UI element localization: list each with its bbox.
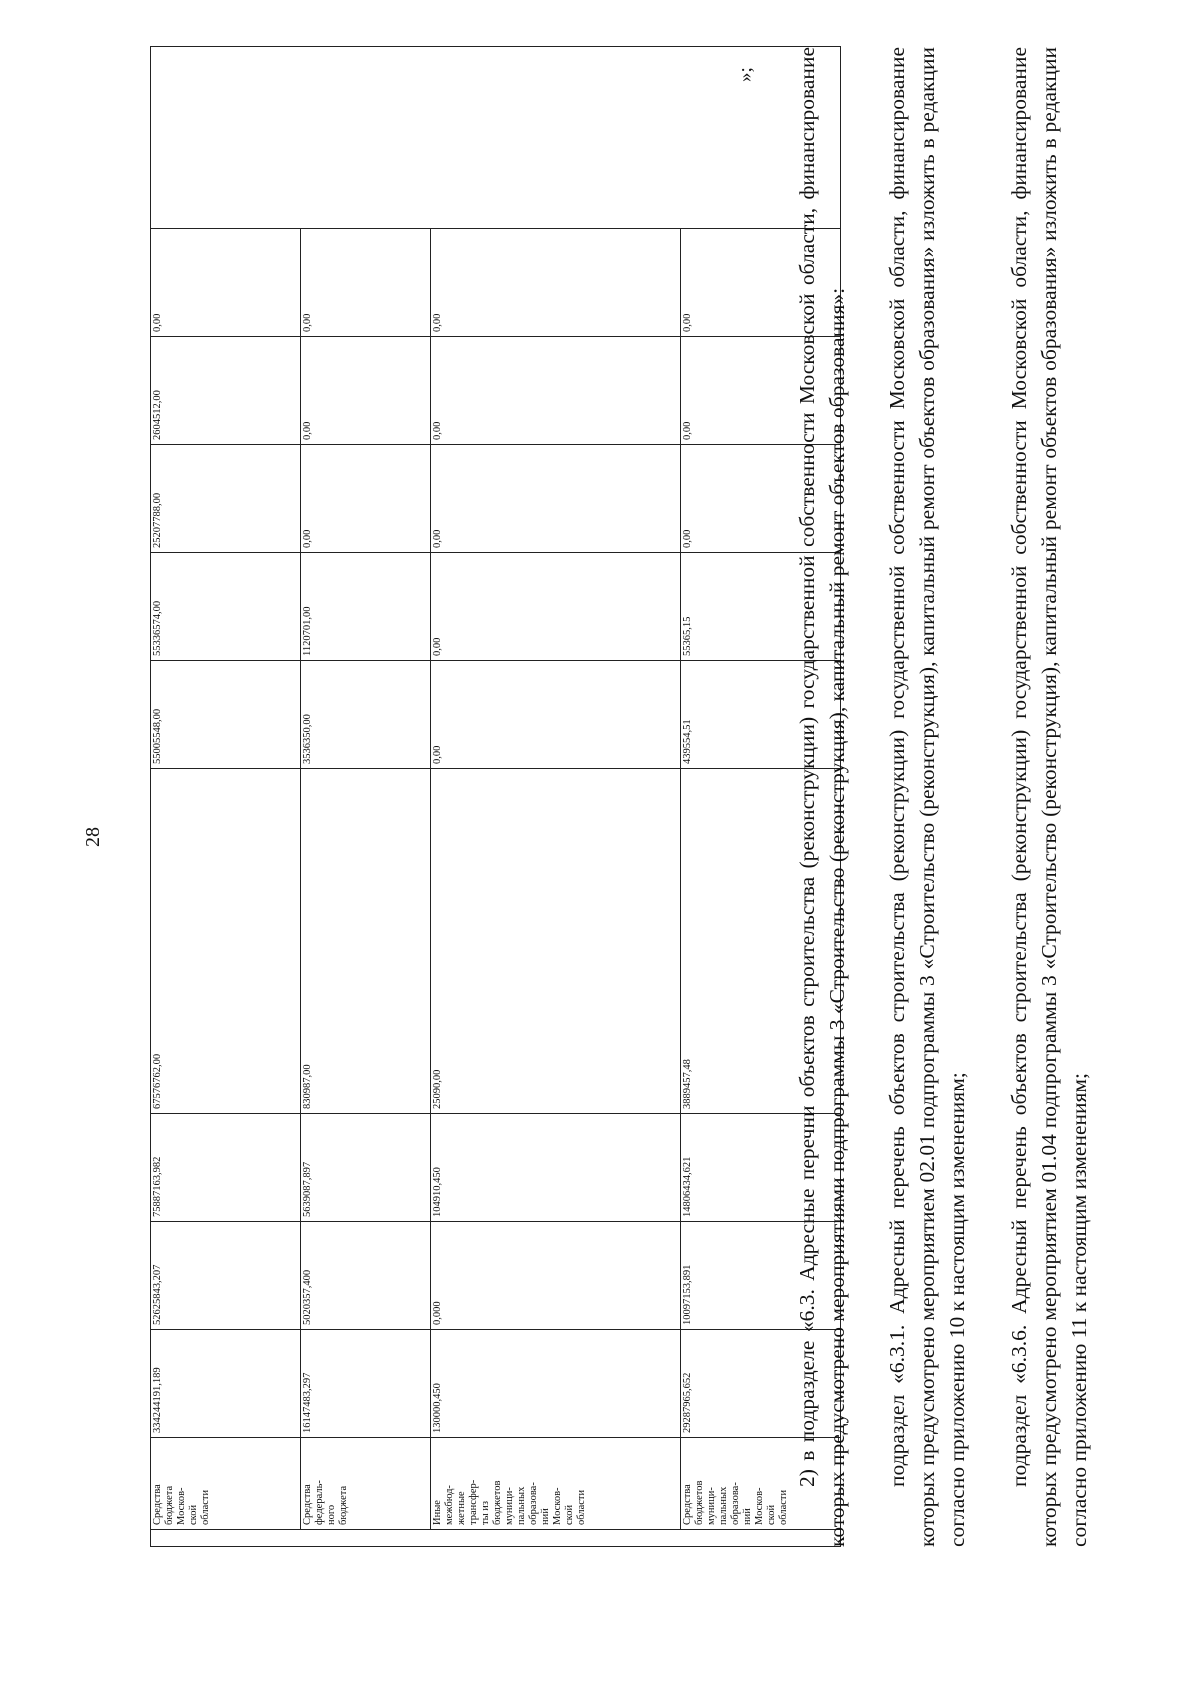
value-cell: 14806434,621 (681, 1114, 841, 1222)
value-cell: 55005548,00 (151, 661, 301, 769)
table-body (151, 47, 841, 1547)
value-cell: 0,00 (431, 553, 681, 661)
value-cell: 0,00 (431, 337, 681, 445)
value-cell: 1120701,00 (301, 553, 431, 661)
table-row (151, 47, 301, 1547)
value-cell: 2604512,00 (151, 337, 301, 445)
value-cell: 10097153,891 (681, 1222, 841, 1330)
value-cell: 334244191,189 (151, 1330, 301, 1438)
value-cell: 830987,00 (301, 769, 431, 1114)
value-cell: 0,00 (681, 229, 841, 337)
funding-source-cell: Средства федераль- ного бюджета (301, 1438, 431, 1530)
value-cell: 55365,15 (681, 553, 841, 661)
paragraph-section-6-3-6: подраздел «6.3.6. Адресный перечень объектов строительства (реконструкции) государственной собственности Московской области, финансирование которых предусмотрено мероприятием 01.04 подпрограммы 3 «Строительство (реконструкция), капитальный ремонт объектов образования» изложить в редакции согласно приложению 11 к настоящим изменениям; (1006, 47, 1091, 1547)
table-row (431, 47, 681, 1547)
budget-table (150, 46, 841, 1547)
value-cell: 3889457,48 (681, 769, 841, 1114)
value-cell: 104910,450 (431, 1114, 681, 1222)
value-cell: 5639087,897 (301, 1114, 431, 1222)
value-cell: 5020357,400 (301, 1222, 431, 1330)
value-cell: 0,00 (301, 337, 431, 445)
value-cell: 0,00 (431, 229, 681, 337)
funding-source-cell: Средства бюджета Москов- ской области (151, 1438, 301, 1530)
value-cell: 0,00 (681, 445, 841, 553)
paragraph-section-6-3: 2) в подразделе «6.3. Адресные перечни объектов строительства (реконструкции) государственной собственности Московской области, финансирование которых предусмотрено мероприятиями подпрограммы 3 «Строительство (реконструкция), капитальный ремонт объектов образования»: (794, 47, 849, 1547)
funding-source-cell: Средства бюджетов муници- пальных образова- ний Москов- ской области (681, 1438, 841, 1530)
paragraph-section-6-3-1: подраздел «6.3.1. Адресный перечень объектов строительства (реконструкции) государственной собственности Московской области, финансирование которых предусмотрено мероприятием 02.01 подпрограммы 3 «Строительство (реконструкция), капитальный ремонт объектов образования» изложить в редакции согласно приложению 10 к настоящим изменениям; (884, 47, 969, 1547)
value-cell: 52625843,207 (151, 1222, 301, 1330)
value-cell: 0,00 (151, 229, 301, 337)
value-cell: 3536350,00 (301, 661, 431, 769)
table-row (301, 47, 431, 1547)
value-cell: 0,00 (431, 661, 681, 769)
closing-quote: »; (735, 67, 756, 82)
value-cell: 439554,51 (681, 661, 841, 769)
value-cell: 130000,450 (431, 1330, 681, 1438)
value-cell: 75887163,982 (151, 1114, 301, 1222)
value-cell: 0,00 (681, 337, 841, 445)
table-left-blank-cell (151, 1530, 841, 1547)
value-cell: 25207788,00 (151, 445, 301, 553)
value-cell: 25090,00 (431, 769, 681, 1114)
page-number: 28 (82, 827, 104, 847)
value-cell: 0,00 (431, 445, 681, 553)
value-cell: 16147483,297 (301, 1330, 431, 1438)
value-cell: 0,00 (301, 445, 431, 553)
value-cell: 67576762,00 (151, 769, 301, 1114)
value-cell: 29287965,652 (681, 1330, 841, 1438)
funding-source-cell: Иные межбюд- жетные трансфер- ты из бюджетов муници- пальных образова- ний Москов- ской области (431, 1438, 681, 1530)
value-cell: 55336574,00 (151, 553, 301, 661)
value-cell: 0,00 (301, 229, 431, 337)
value-cell: 0,000 (431, 1222, 681, 1330)
